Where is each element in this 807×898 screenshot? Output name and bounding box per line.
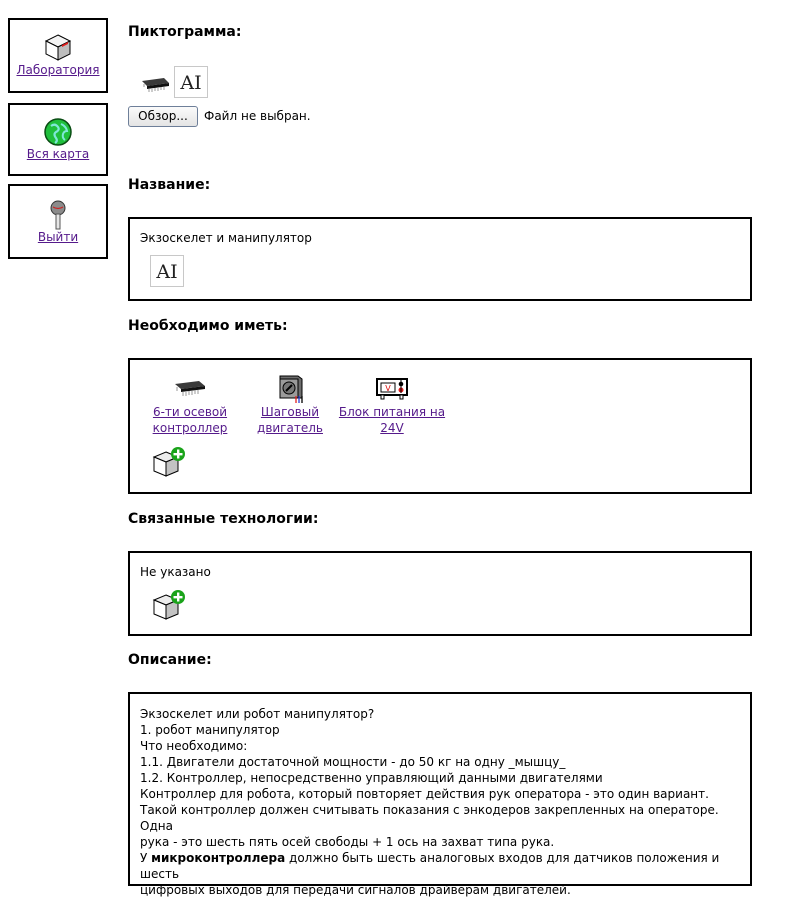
description-line: Экзоскелет или робот манипулятор? — [140, 707, 375, 721]
box-icon — [43, 32, 73, 62]
related-box — [128, 551, 752, 636]
key-icon — [48, 200, 68, 232]
description-text-fragment: У — [140, 851, 152, 865]
description-line: 1. робот манипулятор — [140, 723, 280, 737]
add-box-icon[interactable] — [152, 589, 186, 621]
sidebar-item-logout[interactable] — [8, 184, 108, 259]
sidebar-item-full-map[interactable] — [8, 103, 108, 176]
add-box-icon[interactable] — [152, 446, 186, 478]
related-heading: Связанные технологии: — [128, 511, 319, 527]
stepper-motor-icon — [274, 374, 306, 404]
required-item-stepper-motor[interactable] — [242, 374, 338, 436]
name-heading: Название: — [128, 177, 211, 193]
required-item-power-supply[interactable] — [338, 374, 446, 436]
required-link-stepper-motor-line2[interactable]: двигатель — [257, 421, 323, 435]
pictogram-text-edit-button[interactable]: AI — [174, 66, 208, 98]
description-line: 1.1. Двигатели достаточной мощности - до 50 кг на одну _мышцу_ — [140, 755, 566, 769]
description-box — [128, 692, 752, 897]
required-link-controller-line2[interactable]: контроллер — [152, 421, 228, 435]
required-item-controller[interactable] — [142, 374, 238, 436]
sidebar-link-full-map[interactable]: Вся карта — [26, 147, 90, 161]
power-supply-icon — [375, 377, 409, 401]
description-line: Такой контроллер должен считывать показания с энкодеров закрепленных на операторе. Одна — [140, 803, 719, 833]
name-box — [128, 217, 752, 301]
sidebar-link-logout[interactable]: Выйти — [37, 230, 79, 244]
description-line: цифровых выходов для передачи сигналов драйверам двигателей. — [140, 883, 571, 897]
description-heading: Описание: — [128, 652, 212, 668]
description-line: 1.2. Контроллер, непосредственно управляющий данными двигателями — [140, 771, 603, 785]
required-link-power-supply[interactable]: Блок питания на — [338, 405, 446, 419]
chip-icon — [140, 75, 170, 93]
pictogram-heading: Пиктограмма: — [128, 24, 242, 40]
globe-icon — [43, 117, 73, 147]
name-text-edit-button[interactable]: AI — [150, 255, 184, 287]
name-value: Экзоскелет и манипулятор — [140, 231, 312, 245]
file-status: Файл не выбран. — [204, 109, 311, 123]
browse-button[interactable]: Обзор... — [128, 106, 198, 127]
sidebar-item-laboratory[interactable] — [8, 18, 108, 93]
required-link-power-supply-line2[interactable]: 24V — [380, 421, 404, 435]
svg-text:V: V — [385, 384, 391, 393]
description-line: Что необходимо: — [140, 739, 248, 753]
related-value: Не указано — [140, 565, 211, 579]
required-link-stepper-motor[interactable]: Шаговый — [260, 405, 320, 419]
description-bold-term: микроконтроллера — [151, 851, 286, 865]
required-link-controller[interactable]: 6-ти осевой — [152, 405, 228, 419]
required-box — [128, 358, 752, 494]
description-text-fragment: должно быть шесть аналоговых входов для датчиков положения и шесть — [140, 851, 720, 881]
chip-icon — [173, 378, 207, 398]
required-heading: Необходимо иметь: — [128, 318, 288, 334]
description-line: рука - это шесть пять осей свободы + 1 ось на захват типа рука. — [140, 835, 555, 849]
description-line: Контроллер для робота, который повторяет действия рук оператора - это один вариант. — [140, 787, 709, 801]
sidebar-link-laboratory[interactable]: Лаборатория — [16, 63, 100, 77]
description-text — [140, 706, 740, 898]
description-line — [140, 850, 740, 882]
